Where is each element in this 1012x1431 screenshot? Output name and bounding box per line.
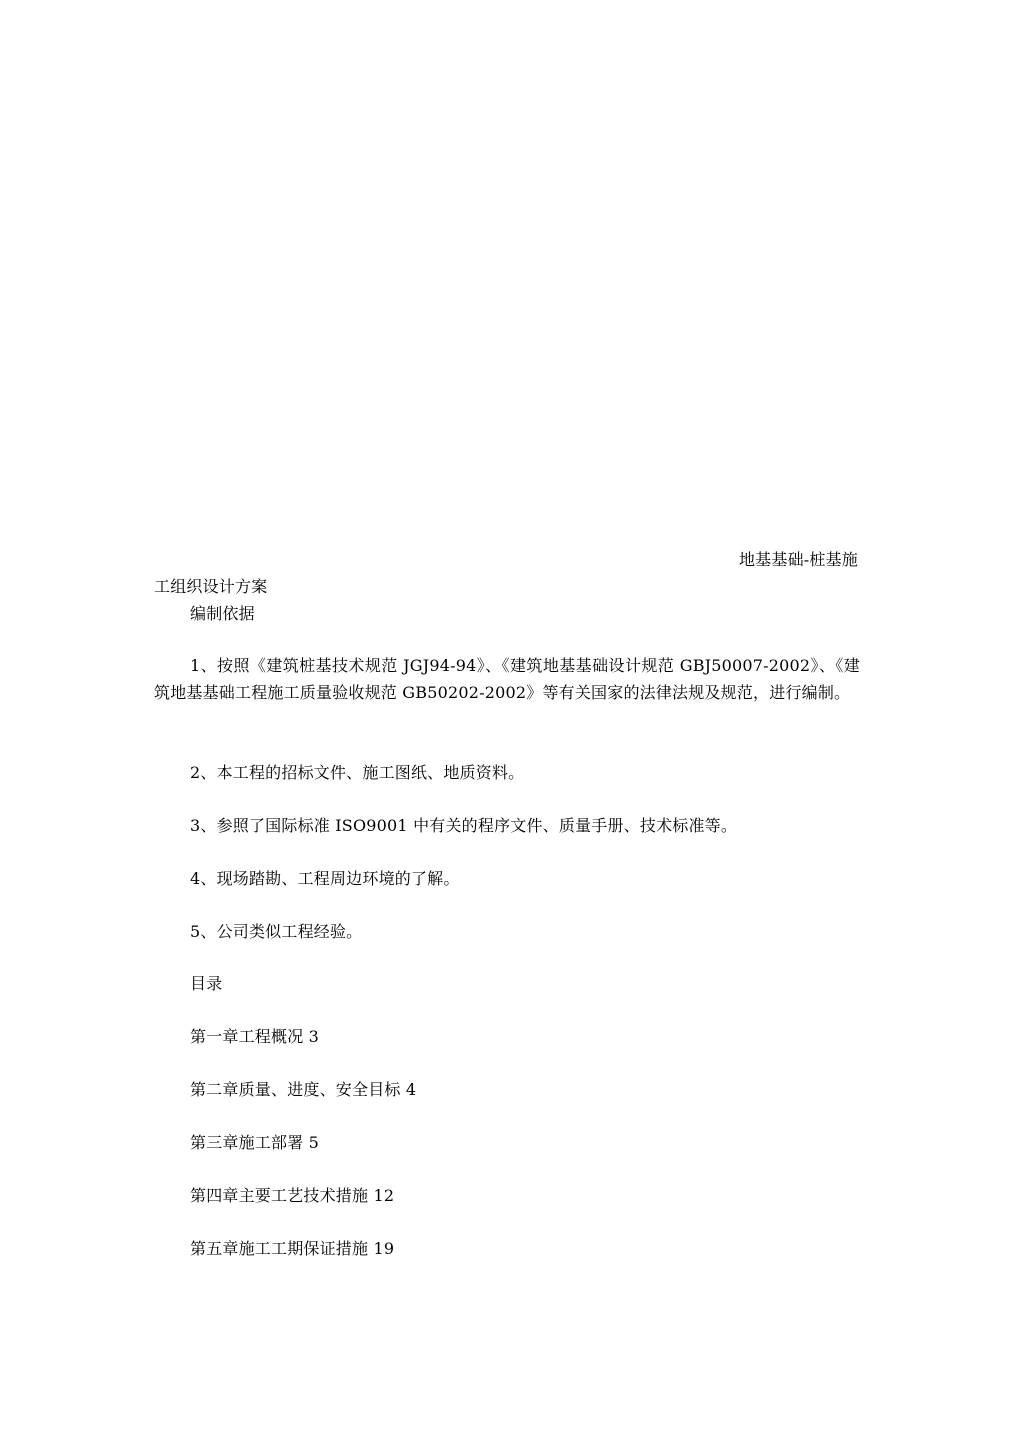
basis-item-3: 3、参照了国际标准 ISO9001 中有关的程序文件、质量手册、技术标准等。 <box>190 816 738 835</box>
basis-heading: 编制依据 <box>190 604 255 623</box>
toc-heading: 目录 <box>190 974 223 993</box>
toc-item-chapter-2[interactable]: 第二章质量、进度、安全目标 4 <box>190 1080 417 1099</box>
basis-item-2: 2、本工程的招标文件、施工图纸、地质资料。 <box>190 763 525 782</box>
basis-item-4: 4、现场踏勘、工程周边环境的了解。 <box>190 869 460 888</box>
toc-item-chapter-4[interactable]: 第四章主要工艺技术措施 12 <box>190 1186 395 1205</box>
toc-item-chapter-5[interactable]: 第五章施工工期保证措施 19 <box>190 1239 395 1258</box>
basis-item-5: 5、公司类似工程经验。 <box>190 922 363 941</box>
toc-item-chapter-3[interactable]: 第三章施工部署 5 <box>190 1133 320 1152</box>
document-title-line-1: 地基基础-桩基施 <box>738 550 858 569</box>
document-title-line-2: 工组织设计方案 <box>154 577 268 596</box>
basis-item-1: 1、按照《建筑桩基技术规范 JGJ94-94》、《建筑地基基础设计规范 GBJ50007-2002》、《建筑地基基础工程施工质量验收规范 GB50202-2002》等有关国家的法律法规及规范，进行编制。 <box>154 656 860 702</box>
toc-item-chapter-1[interactable]: 第一章工程概况 3 <box>190 1027 320 1046</box>
